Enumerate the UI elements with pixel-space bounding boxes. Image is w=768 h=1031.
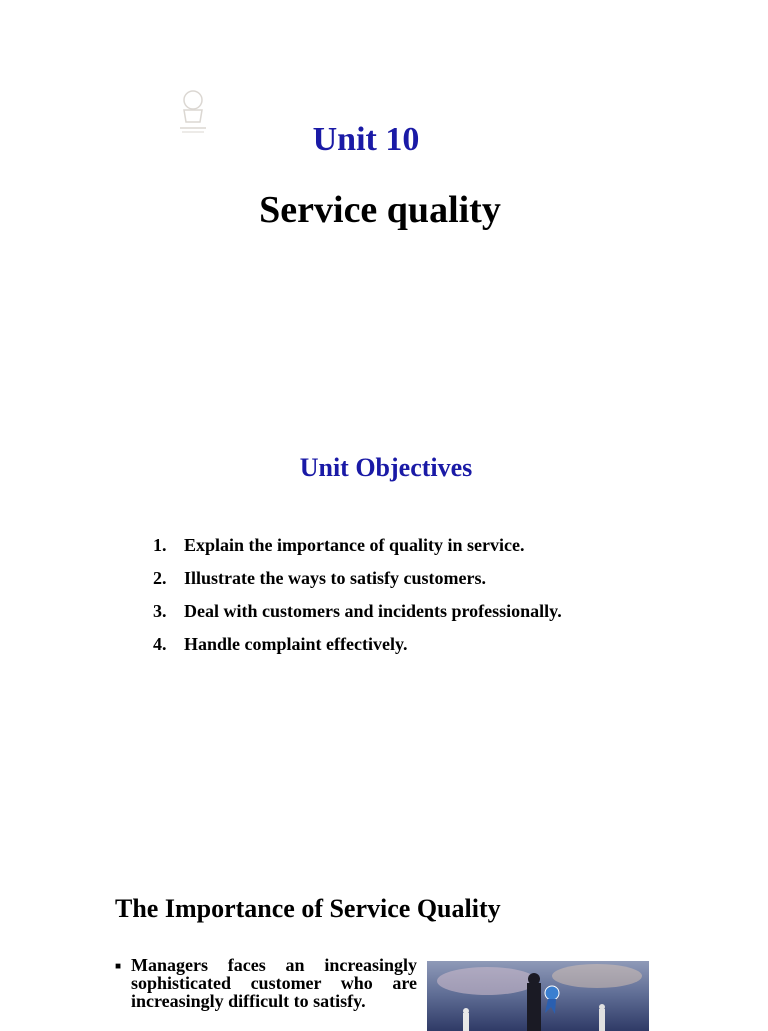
page-title: Service quality [259, 189, 501, 231]
objective-text: Explain the importance of quality in service. [184, 535, 525, 555]
objective-number: 4. [153, 634, 167, 654]
objective-text: Handle complaint effectively. [184, 634, 408, 654]
objectives-heading: Unit Objectives [299, 453, 473, 482]
objective-number: 1. [153, 535, 167, 555]
section-heading: The Importance of Service Quality [115, 894, 501, 923]
square-bullet-icon: ■ [115, 961, 122, 972]
objective-number: 3. [153, 601, 167, 621]
bullet-item [115, 956, 417, 1010]
objective-text: Illustrate the ways to satisfy customers. [184, 568, 486, 588]
objective-item [153, 565, 562, 598]
bullet-text: Managers faces an increasingly sophisticated customer who are increasingly difficult to satisfy. [131, 955, 417, 1011]
objectives-list [153, 532, 562, 664]
objective-number: 2. [153, 568, 167, 588]
objective-text: Deal with customers and incidents professionally. [184, 601, 562, 621]
objective-item [153, 598, 562, 631]
award-ribbon-photo [427, 961, 649, 1031]
objective-item [153, 631, 562, 664]
unit-number-title: Unit 10 [312, 121, 420, 158]
objective-item [153, 532, 562, 565]
